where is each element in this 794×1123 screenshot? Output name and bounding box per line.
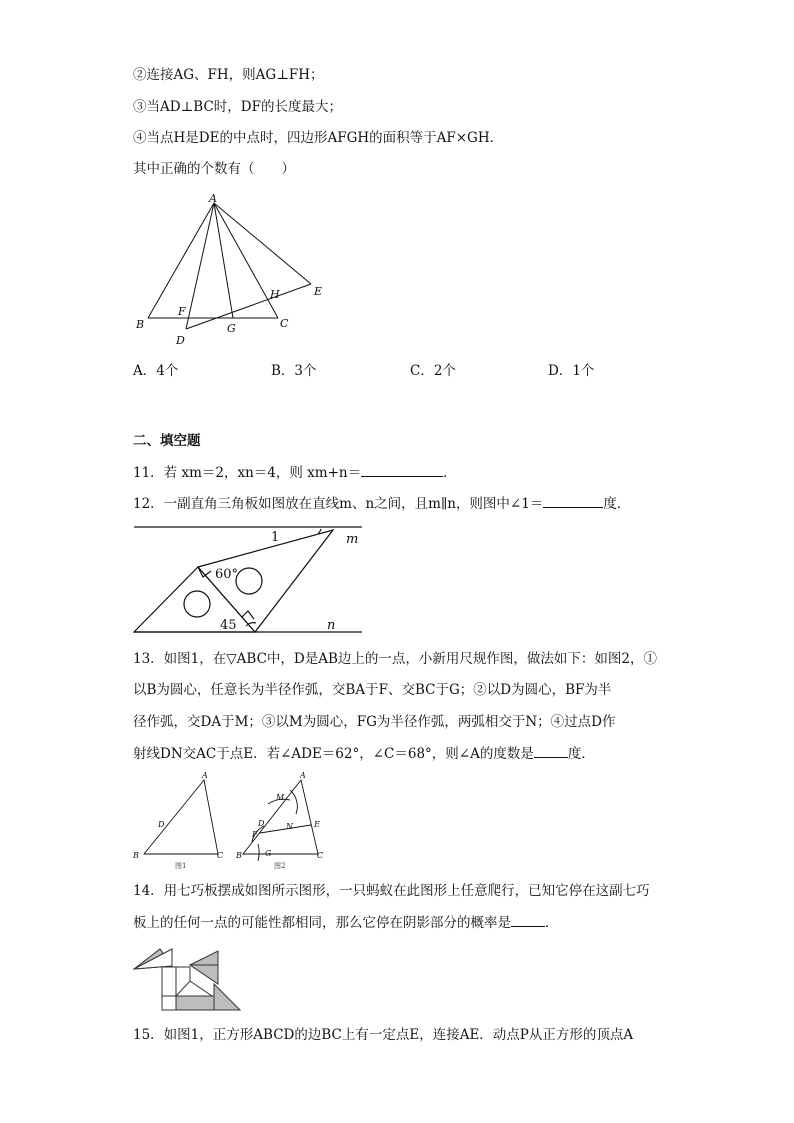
q15-line-1: 15．如图1，正方形ABCD的边BC上有一定点E，连接AE．动点P从正方形的顶点A	[133, 1027, 634, 1043]
q13-line-3: 径作弧，交DA于M；③以M为圆心，FG为半径作弧，两弧相交于N；④过点D作	[133, 714, 616, 730]
fig1-label-A: A	[202, 771, 208, 780]
fig2-label-B: B	[236, 851, 242, 860]
fig2-label-A: A	[300, 771, 306, 780]
fig1-label-D: D	[158, 820, 165, 829]
label-F: F	[178, 305, 186, 318]
label-n: n	[327, 618, 336, 633]
label-D: D	[176, 334, 185, 347]
section-heading: 二、填空题	[133, 433, 201, 449]
q14-line-2: 板上的任何一点的可能性都相同，那么它停在阴影部分的概率是 ．	[133, 915, 559, 931]
q12-answer-blank[interactable]	[543, 494, 603, 508]
q10-option-d[interactable]: D．1个	[548, 363, 595, 379]
q12-triangle-ruler-figure	[130, 520, 370, 640]
label-G: G	[227, 322, 236, 335]
q14-answer-blank[interactable]	[511, 913, 545, 927]
fig1-label-B: B	[133, 851, 139, 860]
fig2-label-N: N	[286, 822, 293, 831]
label-angle-1: 1	[271, 530, 280, 545]
fig2-label-D: D	[258, 819, 265, 828]
fig2-label-F: F	[252, 830, 258, 839]
fig2-caption: 图2	[274, 862, 286, 870]
fig2-label-G: G	[265, 849, 272, 858]
q10-prompt: 其中正确的个数有（ ）	[133, 161, 295, 177]
label-C: C	[280, 317, 289, 330]
q11: 11．若 xm＝2，xn＝4，则 xm+n＝ ．	[133, 465, 457, 481]
label-60-degrees: 60°	[215, 567, 239, 582]
q14-tangram-figure	[130, 944, 250, 1014]
q11-answer-blank[interactable]	[361, 463, 443, 477]
q13-line-1: 13．如图1，在▽ABC中，D是AB边上的一点，小新用尺规作图，做法如下：如图2，①	[133, 651, 657, 667]
q10-option-b[interactable]: B．3个	[271, 363, 317, 379]
q10-option-a[interactable]: A．4个	[133, 363, 179, 379]
label-E: E	[314, 285, 323, 298]
q10-statement-4: ④当点H是DE的中点时，四边形AFGH的面积等于AF×GH．	[133, 130, 504, 146]
fig1-caption: 图1	[175, 862, 187, 870]
label-m: m	[346, 532, 359, 547]
q10-statement-3: ③当AD⊥BC时，DF的长度最大；	[133, 99, 342, 115]
q14-line-1: 14．用七巧板摆成如图所示图形，一只蚂蚁在此图形上任意爬行，已知它停在这副七巧	[133, 883, 650, 899]
fig2-label-E: E	[314, 820, 320, 829]
label-H: H	[270, 288, 280, 301]
q10-triangle-figure	[130, 190, 340, 350]
label-A: A	[209, 192, 217, 205]
q13-figures	[130, 770, 340, 870]
q13-line-4: 射线DN交AC于点E．若∠ADE＝62°，∠C＝68°，则∠A的度数是 度．	[133, 746, 595, 762]
fig1-label-C: C	[217, 851, 224, 860]
fig2-label-C: C	[317, 851, 324, 860]
q10-statement-2: ②连接AG、FH，则AG⊥FH；	[133, 67, 324, 83]
q13-line-2: 以B为圆心，任意长为半径作弧，交BA于F、交BC于G；②以D为圆心，BF为半	[133, 682, 612, 698]
label-B: B	[136, 318, 145, 331]
q12: 12．一副直角三角板如图放在直线m、n之间，且m∥n，则图中∠1＝ 度．	[133, 496, 631, 512]
q10-option-c[interactable]: C．2个	[410, 363, 456, 379]
q13-answer-blank[interactable]	[534, 744, 568, 758]
fig2-label-M: M	[276, 793, 285, 802]
label-45: 45	[220, 618, 237, 633]
